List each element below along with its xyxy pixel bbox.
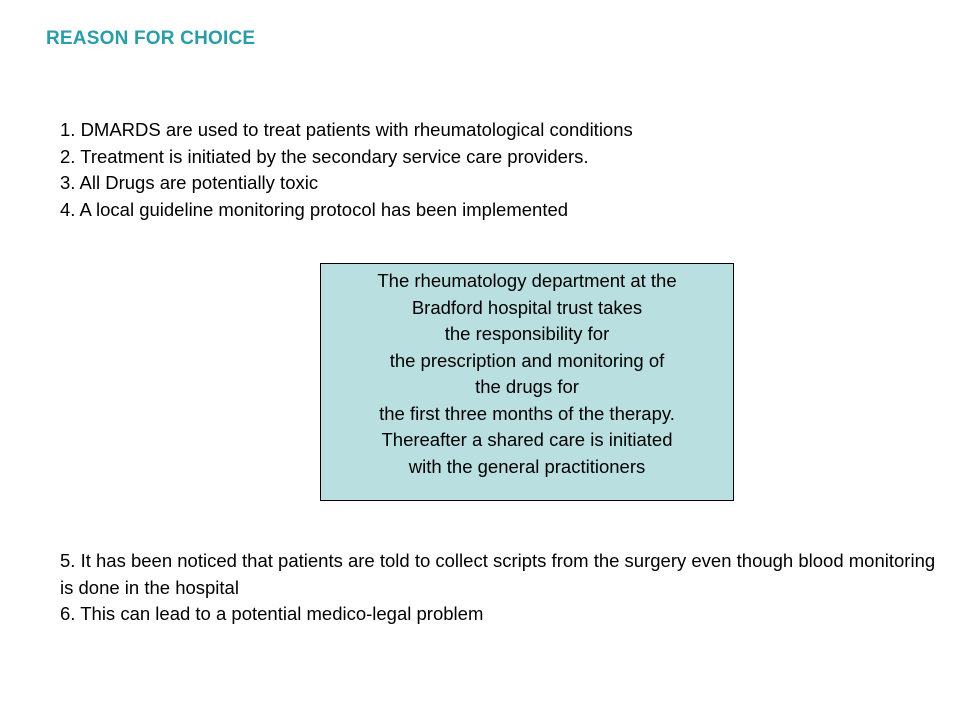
list-item: 1. DMARDS are used to treat patients with rheumatological conditions [60,119,633,140]
callout-line: the prescription and monitoring of [389,349,665,371]
callout-line: the drugs for [475,376,579,397]
list-item: 2. Treatment is initiated by the secondary service care providers. [60,145,589,167]
callout-line: Thereafter a shared care is initiated [381,429,673,450]
list-item: 5. It has been noticed that patients are told to collect scripts from the surgery even though blood monitoring is done in the hospital [60,550,936,598]
reasons-list-bottom [60,548,940,628]
callout-line: with the general practitioners [408,455,646,477]
callout-line: Bradford hospital trust takes [411,296,643,318]
callout-line: The rheumatology department at the [377,270,677,291]
callout-line: the first three months of the therapy. [379,402,675,424]
list-item: 6. This can lead to a potential medico-legal problem [60,603,484,624]
callout-box [320,263,734,501]
list-item: 4. A local guideline monitoring protocol has been implemented [60,198,569,220]
reasons-list-top [60,117,633,223]
list-item: 3. All Drugs are potentially toxic [60,172,319,193]
slide-title: REASON FOR CHOICE [46,28,256,49]
callout-line: the responsibility for [444,323,610,344]
